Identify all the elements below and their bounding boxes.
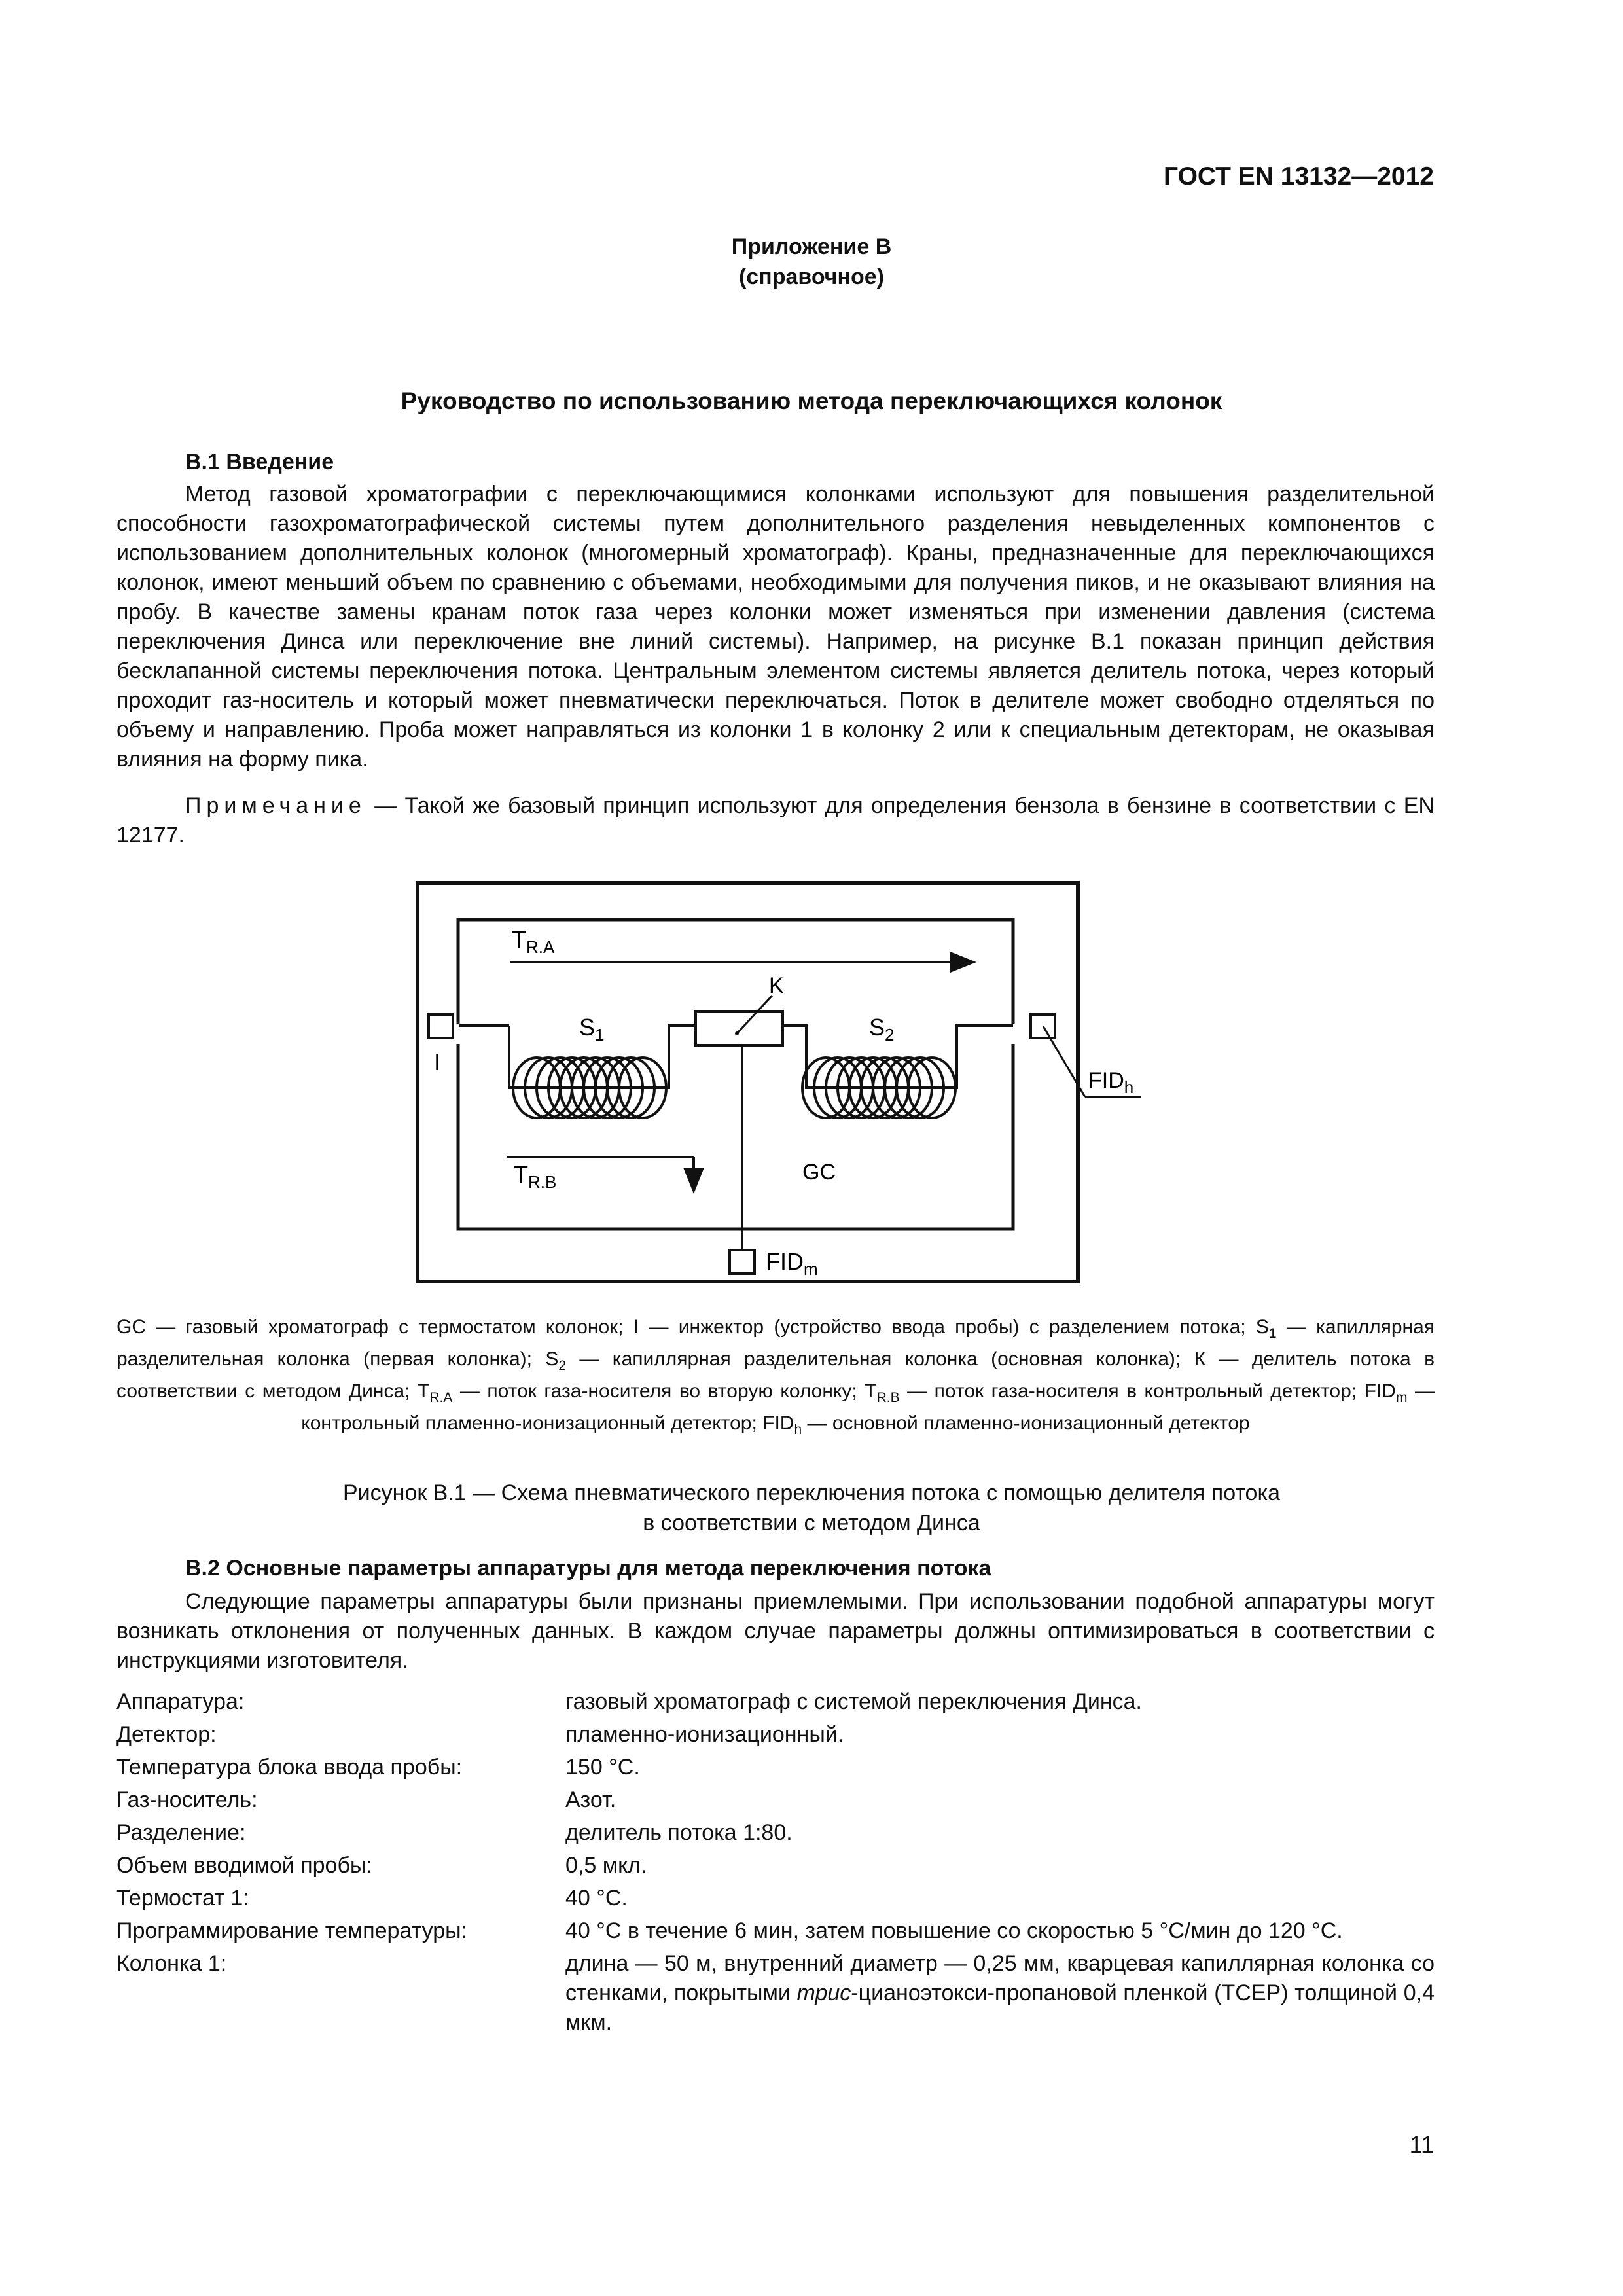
section-b2-heading: B.2 Основные параметры аппаратуры для метода переключения потока bbox=[185, 1556, 991, 1581]
param-row: Программирование температуры: 40 °C в течение 6 мин, затем повышение со скоростью 5 °C/мин до 120 °C. bbox=[116, 1918, 1343, 1943]
label-fid-m: $FID_m$ bbox=[766, 1248, 818, 1279]
param-row: Термостат 1: 40 °C. bbox=[116, 1886, 628, 1910]
param-row: Разделение: делитель потока 1:80. bbox=[116, 1820, 793, 1845]
label-injector: I bbox=[434, 1049, 441, 1075]
label-k: K bbox=[769, 973, 784, 998]
label-s2: $S_2$ bbox=[869, 1014, 895, 1045]
figure-legend: GC — газовый хроматограф с термостатом колонок; I — инжектор (устройство ввода пробы) с разделением потока; $S_1$ — капиллярная разделительная колонка (первая колонка); $S_2$ — капиллярная разделительная колонка (основная колонка); К — делитель потока в соответствии с методом Динса; $T_{R.A}$ — поток газа-носителя во вторую колонку; $T_{R.B}$ — поток газа-носителя в контрольный детектор; $FID_m$ — контрольный пламенно-ионизационный детектор; $FID_h$ — основной пламенно-ионизационный детектор bbox=[116, 1316, 1435, 1437]
section-b2-body: Следующие параметры аппаратуры были признаны приемлемыми. При использовании подобной аппаратуры могут возникать отклонения от полученных данных. В каждом случае параметры должны оптимизироваться в соответствии с инструкциями изготовителя. bbox=[116, 1589, 1435, 1673]
appendix-title: Приложение В bbox=[731, 234, 892, 259]
section-b1-body: Метод газовой хроматографии с переключающимися колонками используют для повышения разделительной способности газохроматографической системы путем дополнительного разделения невыделенных компонентов с использованием дополнительных колонок (многомерный хроматограф). Краны, предназначенные для переключающихся колонок, имеют меньший объем по сравнению с объемами, необходимыми для получения пиков, и не оказывают влияния на пробу. В качестве замены кранам поток газа через колонки может изменяться при изменении давления (система переключения Динса или переключение вне линий системы). Например, на рисунке В.1 показан принцип действия бесклапанной системы переключения потока. Центральным элементом системы является делитель потока, через который проходит газ-носитель и который может пневматически переключаться. Поток в делителе может свободно отделяться по объему и направлению. Проба может направляться из колонки 1 в колонку 2 или к специальным детекторам, не оказывая влияния на форму пика. bbox=[116, 482, 1435, 772]
label-trb: $T_{R.B}$ bbox=[514, 1161, 557, 1192]
appendix-subtitle: (справочное) bbox=[738, 264, 885, 289]
section-b1-heading: B.1 Введение bbox=[185, 450, 334, 475]
fid-h-box bbox=[1031, 1014, 1055, 1038]
label-tra: $T_{R.A}$ bbox=[512, 926, 555, 957]
label-gc: GC bbox=[802, 1160, 836, 1185]
figure-caption-line2: в соответствии с методом Динса bbox=[643, 1511, 980, 1535]
page-number: 11 bbox=[1409, 2131, 1434, 2158]
param-row: Газ-носитель: Азот. bbox=[116, 1787, 616, 1812]
fid-m-box bbox=[730, 1250, 755, 1274]
document-code: ГОСТ EN 13132—2012 bbox=[1163, 162, 1434, 190]
param-row: Аппаратура: газовый хроматограф с системой переключения Динса. bbox=[116, 1689, 1142, 1714]
parameters-list bbox=[116, 1685, 1435, 2037]
main-title: Руководство по использованию метода переключающихся колонок bbox=[401, 387, 1222, 414]
note-label: Примечание bbox=[185, 793, 366, 818]
injector-box bbox=[429, 1014, 453, 1038]
param-row: Температура блока ввода пробы: 150 °C. bbox=[116, 1755, 640, 1780]
figure-caption-line1: Рисунок В.1 — Схема пневматического переключения потока с помощью делителя потока bbox=[343, 1480, 1280, 1505]
label-s1: $S_1$ bbox=[579, 1014, 605, 1045]
param-row-column1: Колонка 1: длина — 50 м, внутренний диаметр — 0,25 мм, кварцевая капиллярная колонка со стенками, покрытыми трис-цианоэтокси-пропановой пленкой (TCEP) толщиной 0,4 мкм. bbox=[116, 1951, 1435, 2035]
flow-divider-k bbox=[696, 1011, 783, 1045]
flow-line-top bbox=[458, 920, 1013, 1024]
param-row: Детектор: пламенно-ионизационный. bbox=[116, 1722, 844, 1747]
label-fid-h: $FID_h$ bbox=[1088, 1068, 1134, 1097]
param-row: Объем вводимой пробы: 0,5 мкл. bbox=[116, 1853, 647, 1878]
note-text: — Такой же базовый принцип используют для определения бензола в бензине в соответствии с EN 12177. bbox=[116, 793, 1435, 848]
